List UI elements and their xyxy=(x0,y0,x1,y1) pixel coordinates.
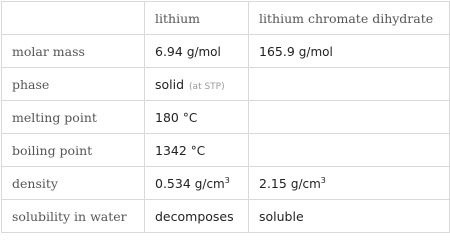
lithium-boiling-point: 1342 °C xyxy=(145,134,249,167)
row-label-phase: phase xyxy=(2,68,145,101)
row-label-density: density xyxy=(2,167,145,200)
chromate-boiling-point xyxy=(249,134,450,167)
row-label-solubility: solubility in water xyxy=(2,200,145,233)
chromate-solubility: soluble xyxy=(249,200,450,233)
header-empty-cell xyxy=(2,2,145,35)
chromate-density: 2.15 $g/cm^3$ xyxy=(249,167,450,200)
properties-table xyxy=(1,1,450,233)
table-row xyxy=(2,35,450,68)
lithium-melting-point: 180 °C xyxy=(145,101,249,134)
table-row xyxy=(2,101,450,134)
chromate-molar-mass: 165.9 g/mol xyxy=(249,35,450,68)
row-label-melting-point: melting point xyxy=(2,101,145,134)
row-label-molar-mass: molar mass xyxy=(2,35,145,68)
row-label-boiling-point: boiling point xyxy=(2,134,145,167)
lithium-solubility: decomposes xyxy=(145,200,249,233)
table-row xyxy=(2,68,450,101)
table-row xyxy=(2,200,450,233)
stp-note: (at STP) xyxy=(189,81,225,92)
chromate-phase xyxy=(249,68,450,101)
table-row xyxy=(2,134,450,167)
lithium-density: 0.534 $g/cm^3$ xyxy=(145,167,249,200)
lithium-phase: solid (at STP) xyxy=(145,68,249,101)
header-row xyxy=(2,2,450,35)
chromate-melting-point xyxy=(249,101,450,134)
lithium-molar-mass: 6.94 g/mol xyxy=(145,35,249,68)
header-lithium-chromate-dihydrate: lithium chromate dihydrate xyxy=(249,2,450,35)
table-row xyxy=(2,167,450,200)
header-lithium: lithium xyxy=(145,2,249,35)
